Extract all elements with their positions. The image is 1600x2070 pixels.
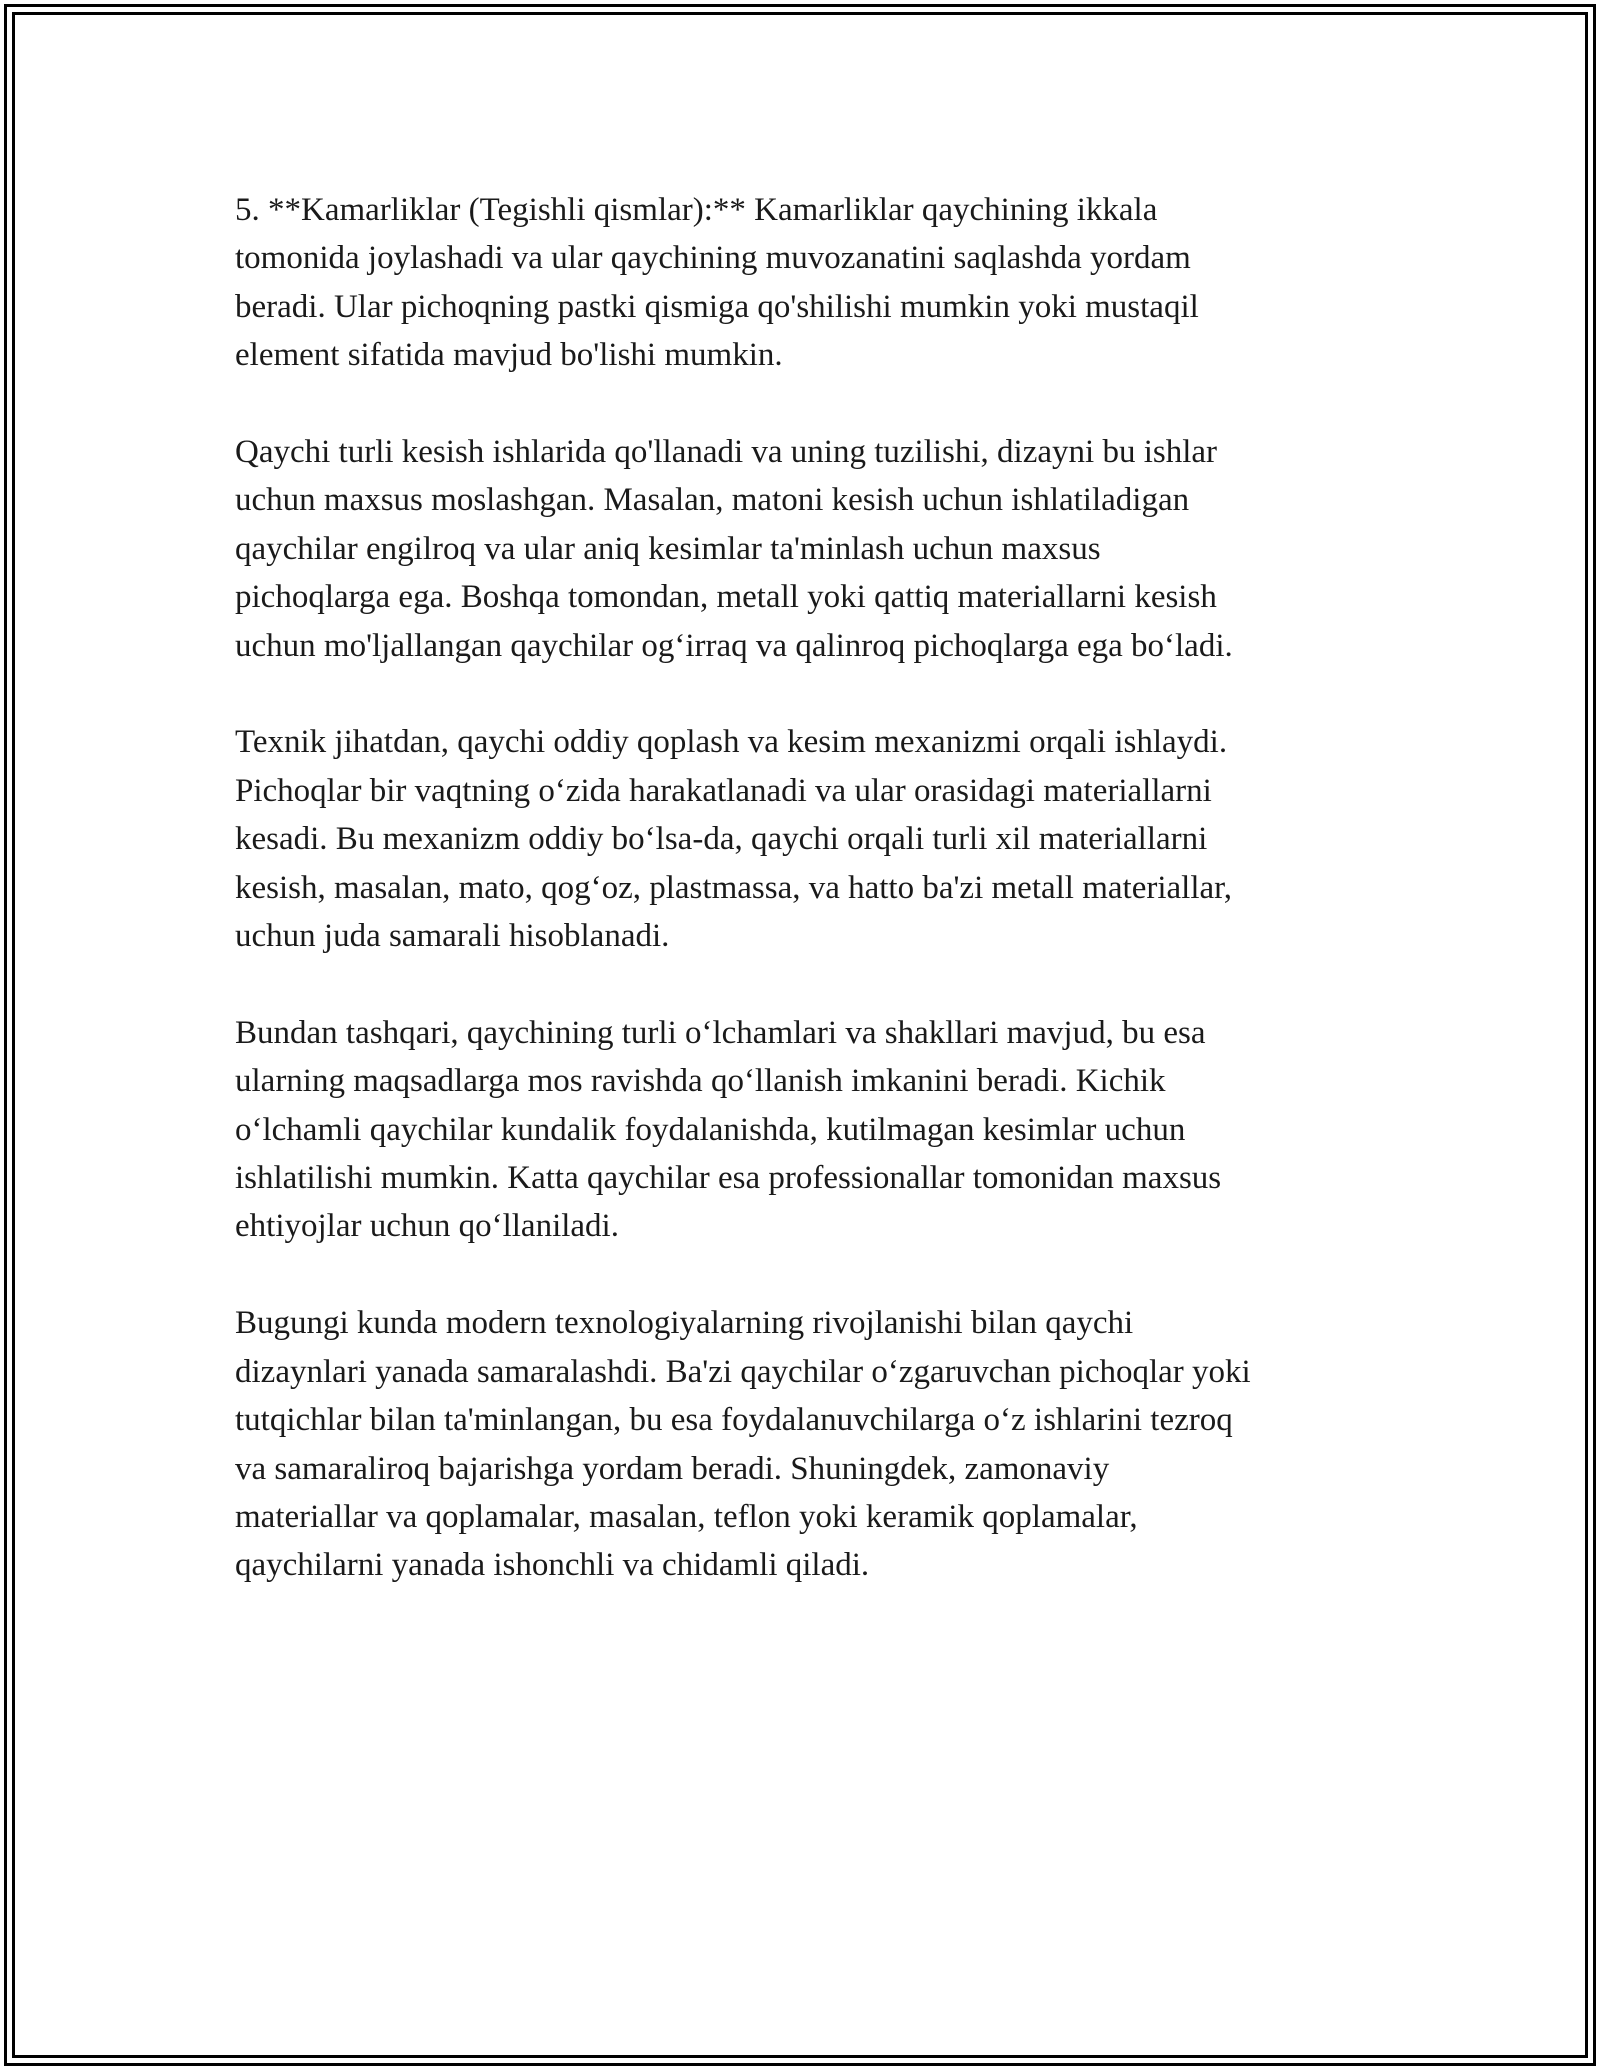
- paragraph-texnik-jihat: Texnik jihatdan, qaychi oddiy qoplash va kesim mexanizmi orqali ishlaydi. Pichoqlar bir vaqtning o‘zida harakatlanadi va ular orasidagi materiallarni kesadi. Bu mexanizm oddiy bo‘lsa-da, qaychi orqali turli xil materiallarni kesish, masalan, mato, qog‘oz, plastmassa, va hatto ba'zi metall materiallar, uchun juda samarali hisoblanadi.: [235, 724, 1233, 955]
- document-body: [235, 186, 1395, 1638]
- paragraph-qaychi-turlari: Qaychi turli kesish ishlarida qo'llanadi va uning tuzilishi, dizayni bu ishlar uchun maxsus moslashgan. Masalan, matoni kesish uchun ishlatiladigan qaychilar engilroq va ular aniq kesimlar ta'minlash uchun maxsus pichoqlarga ega. Boshqa tomondan, metall yoki qattiq materiallarni kesish uchun mo'ljallangan qaychilar og‘irraq va qalinroq pichoqlarga ega bo‘ladi.: [235, 434, 1233, 664]
- paragraph-kamarliklar: 5. **Kamarliklar (Tegishli qismlar):** Kamarliklar qaychining ikkala tomonida joylashadi va ular qaychining muvozanatini saqlashda yordam beradi. Ular pichoqning pastki qismiga qo'shilishi mumkin yoki mustaqil element sifatida mavjud bo'lishi mumkin.: [235, 192, 1199, 374]
- paragraph-olchamlar: Bundan tashqari, qaychining turli o‘lchamlari va shakllari mavjud, bu esa ularning maqsadlarga mos ravishda qo‘llanish imkanini beradi. Kichik o‘lchamli qaychilar kundalik foydalanishda, kutilmagan kesimlar uchun ishlatilishi mumkin. Katta qaychilar esa professionallar tomonidan maxsus ehtiyojlar uchun qo‘llaniladi.: [235, 1014, 1222, 1245]
- paragraph-zamonaviy: Bugungi kunda modern texnologiyalarning rivojlanishi bilan qaychi dizaynlari yanada samaralashdi. Ba'zi qaychilar o‘zgaruvchan pichoqlar yoki tutqichlar bilan ta'minlangan, bu esa foydalanuvchilarga o‘z ishlarini tezroq va samaraliroq bajarishga yordam beradi. Shuningdek, zamonaviy materiallar va qoplamalar, masalan, teflon yoki keramik qoplamalar, qaychilarni yanada ishonchli va chidamli qiladi.: [235, 1305, 1251, 1584]
